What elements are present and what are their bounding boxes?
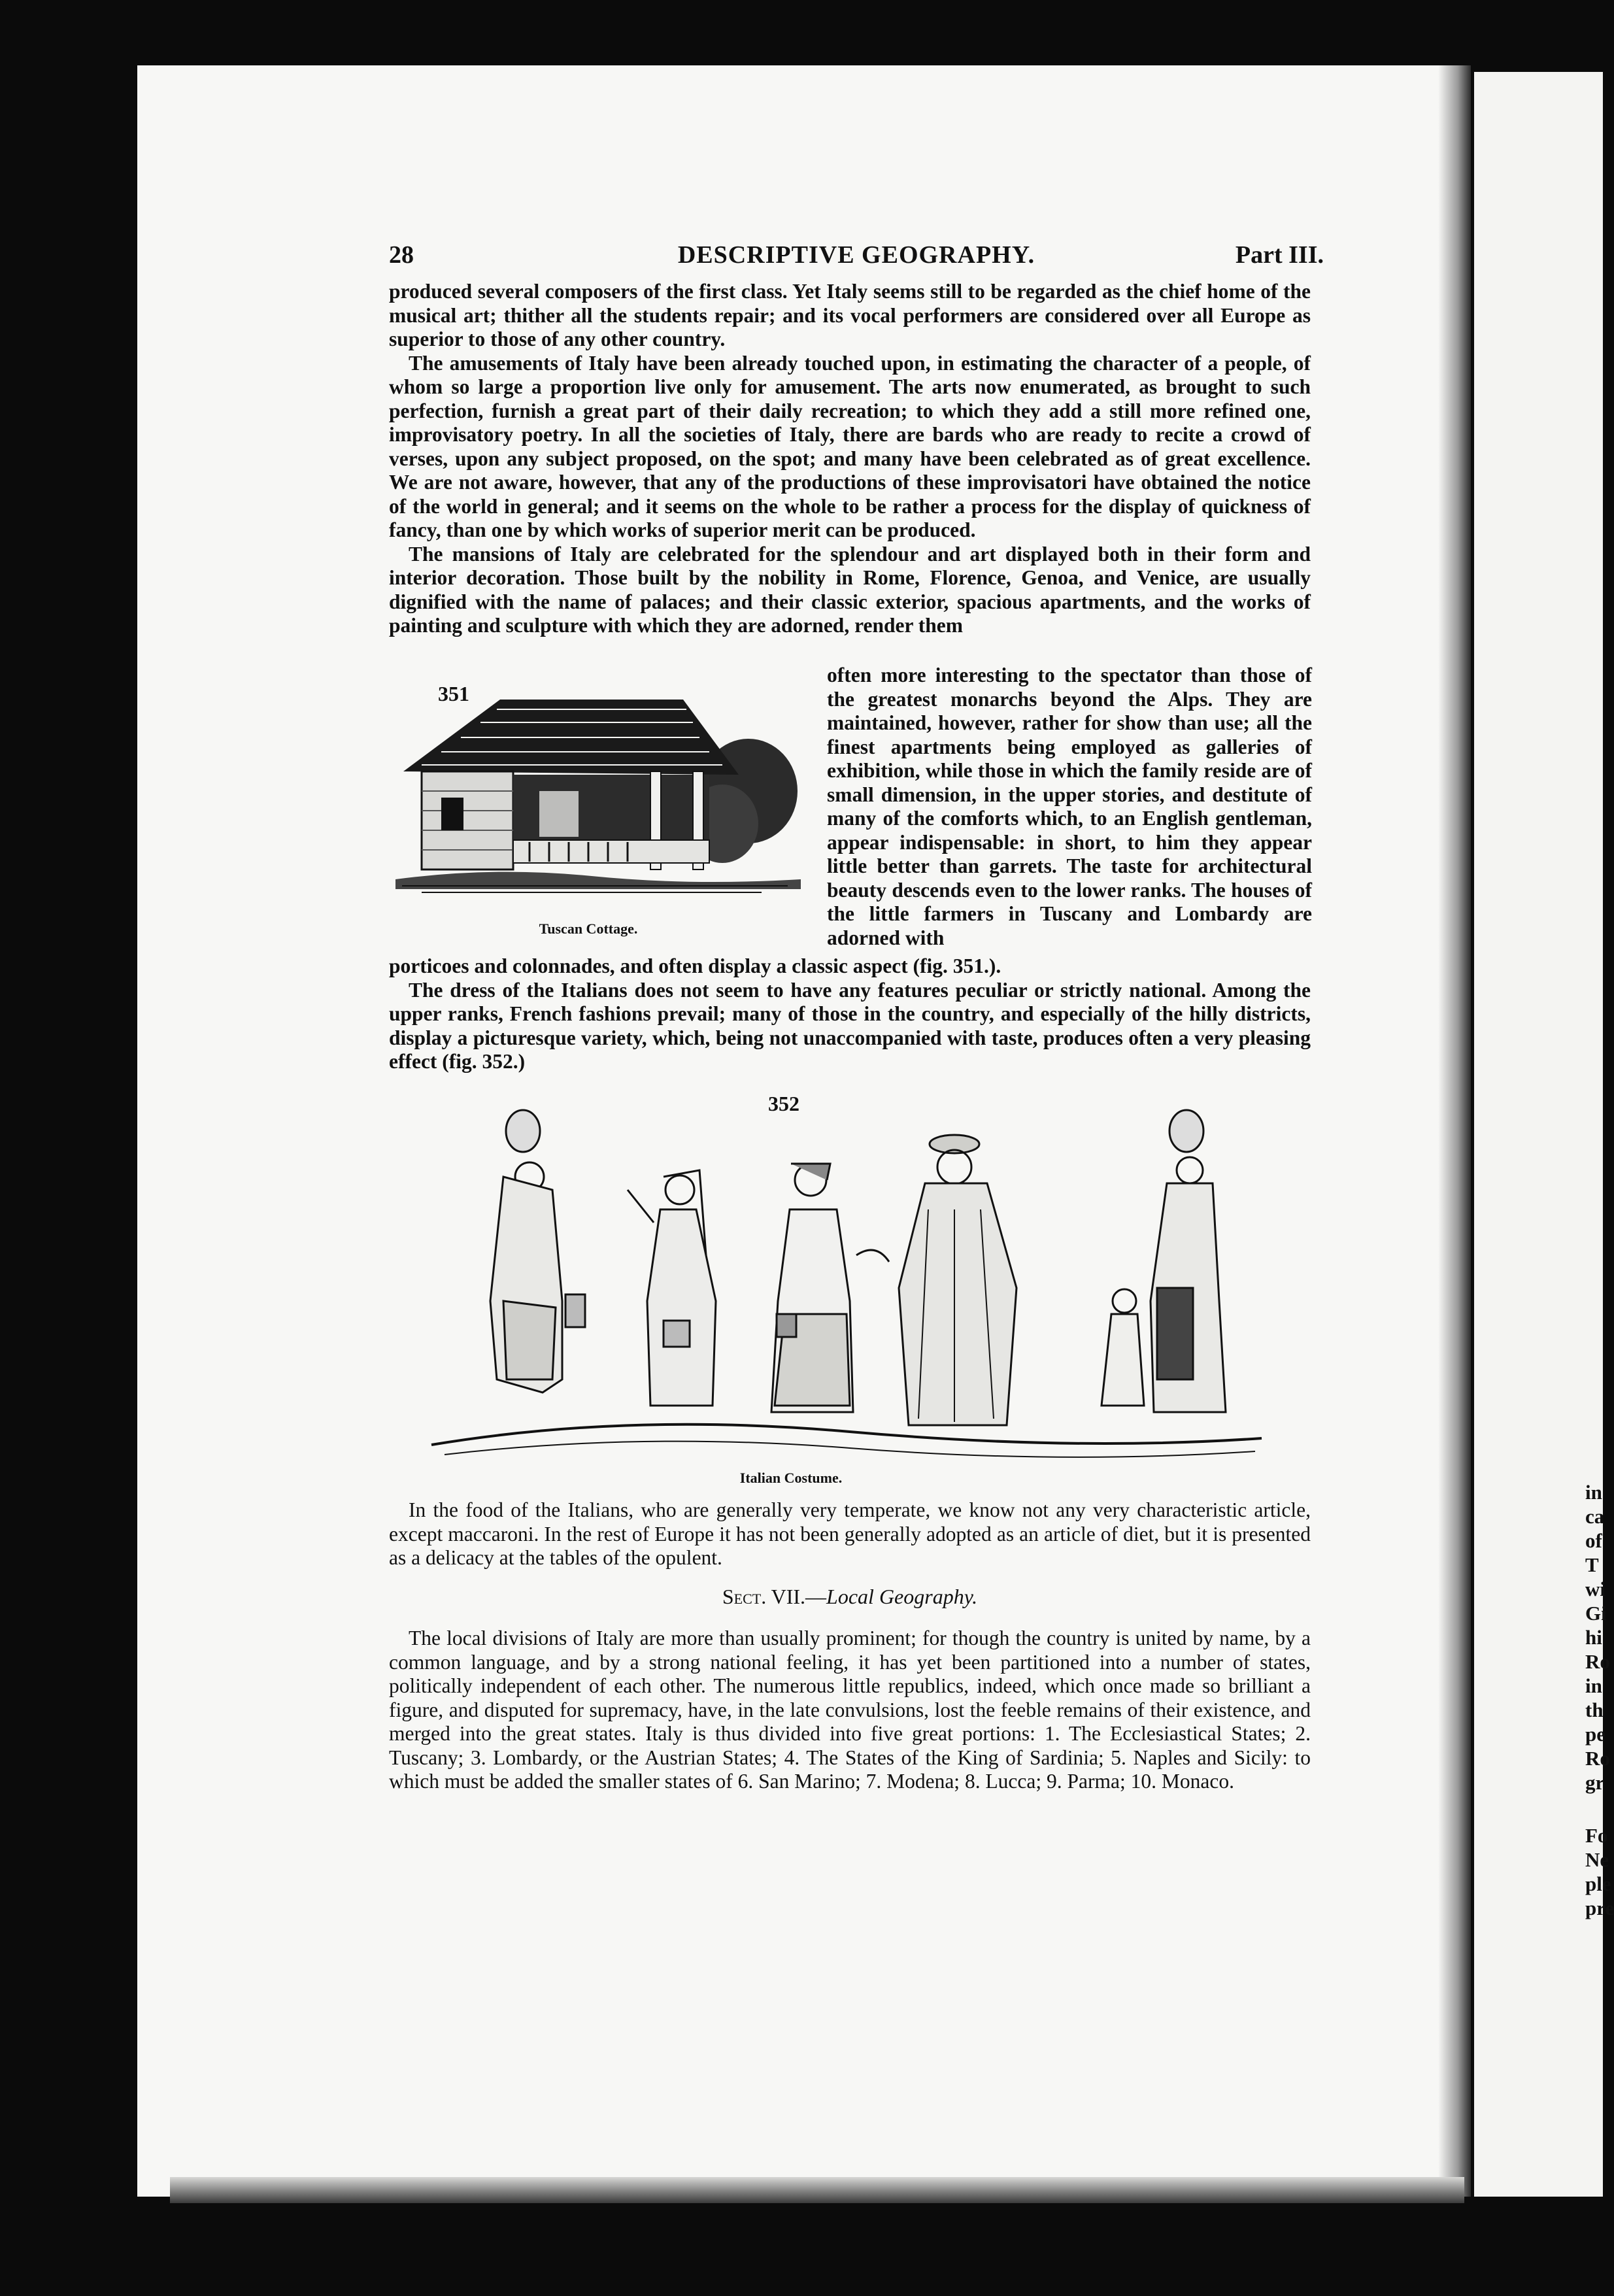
facing-fragment: Ro: [1585, 1747, 1610, 1770]
facing-page: [1474, 72, 1603, 2197]
page-bottom-edge: [170, 2177, 1464, 2203]
facing-fragment: of: [1585, 1529, 1602, 1552]
facing-fragment: ca: [1585, 1505, 1605, 1528]
figure-caption-352: Italian Costume.: [739, 1470, 843, 1486]
section-title: Local Geography.: [826, 1585, 978, 1608]
facing-fragment: T: [1585, 1553, 1599, 1576]
facing-fragment: th: [1585, 1698, 1604, 1721]
paragraph-dress: The dress of the Italians does not seem to have any features peculiar or strictly national. Among the upper ranks, French fashions prevail; many of those in the country, and especially of the hilly districts, display a picturesque variety, which, being not unaccompanied with taste, produces often a very pleasing effect (fig. 352.): [389, 978, 1311, 1073]
running-header: [389, 241, 1324, 273]
section-label: Sect. VII.: [722, 1585, 806, 1608]
italian-costume-illustration: [431, 1105, 1262, 1464]
facing-fragment: hi: [1585, 1626, 1602, 1649]
paragraph-local-divisions: The local divisions of Italy are more than usually prominent; for though the country is united by name, by a common language, and by a strong national feeling, it has yet been partitioned into a number of states, politically independent of each other. The numerous little republics, indeed, which once made so brilliant a figure, and disputed for supremacy, have, in the late convulsions, lost the feeble remains of their existence, and merged into the great states. Italy is thus divided into five great portions: 1. The Ecclesiastical States; 2. Tuscany; 3. Lombardy, or the Austrian States; 4. The States of the King of Sardinia; 5. Naples and Sicily: to which must be added the smaller states of 6. San Marino; 7. Modena; 8. Lucca; 9. Parma; 10. Monaco.: [389, 1627, 1311, 1793]
paragraph-mansions-end: porticoes and colonnades, and often display a classic aspect (fig. 351.).: [389, 954, 1001, 977]
body-text-local: [389, 1627, 1311, 1794]
facing-fragment: Ne: [1585, 1848, 1609, 1871]
facing-fragment: in: [1585, 1674, 1602, 1697]
section-heading: [389, 1585, 1311, 1609]
figure-number-352: 352: [768, 1092, 799, 1115]
facing-fragment: Ro: [1585, 1650, 1610, 1673]
paragraph-mansions: The mansions of Italy are celebrated for the splendour and art displayed both in their form and interior decoration. Those built by the nobility in Rome, Florence, Genoa, and Venice, are usually dignified with the name of palaces; and their classic exterior, spacious apartments, and the works of painting and sculpture with which they are adorned, render them: [389, 542, 1311, 637]
body-text-food: [389, 1498, 1311, 1570]
body-text-top: [389, 280, 1311, 638]
facing-fragment: gr: [1585, 1771, 1605, 1794]
paragraph-mansions-wrap: often more interesting to the spectator than those of the greatest monarchs beyond the Alps. They are maintained, however, rather for show than use; all the finest apartments being employed as galleries of exhibition, while those in which the family reside are of small dimension, in the upper stories, and destitute of many of the comforts which, to an English gentleman, appear indispensable: in short, to him they appear little better than garrets. The taste for architectural beauty descends even to the lower ranks. The houses of the little farmers in Tuscany and Lombardy are adorned with: [827, 664, 1312, 949]
body-text-middle: [389, 954, 1311, 1074]
section-dash: —: [805, 1585, 827, 1608]
paragraph-food: In the food of the Italians, who are generally very temperate, we know not any very characteristic article, except maccaroni. In the rest of Europe it has not been generally adopted as an article of diet, but it is presented as a delicacy at the tables of the opulent.: [389, 1498, 1311, 1569]
facing-fragment: Fo: [1585, 1824, 1608, 1847]
paragraph-amusements: The amusements of Italy have been already touched upon, in estimating the character of a people, of whom so large a proportion live only for amusement. The arts now enumerated, as brought to such perfection, furnish a great part of their daily recreation; to which they add a still more refined one, improvisatory poetry. In all the societies of Italy, there are bards who are ready to recite a crowd of verses, upon any subject proposed, on the spot; and many have been celebrated as of great excellence. We are not aware, however, that any of the productions of these improvisatori have obtained the notice of the world in general; and it seems on the whole to be rather a process for the display of quickness of fancy, than one by which works of superior merit can be produced.: [389, 351, 1311, 541]
running-title: DESCRIPTIVE GEOGRAPHY.: [677, 241, 1035, 269]
facing-fragment: wi: [1585, 1578, 1606, 1600]
figure-caption-351: Tuscan Cottage.: [539, 920, 638, 937]
page-number: 28: [389, 241, 414, 269]
tuscan-cottage-illustration: [395, 693, 801, 909]
facing-fragment: in: [1585, 1481, 1602, 1504]
page-gutter: [1438, 65, 1471, 2197]
paragraph-composers: produced several composers of the first class. Yet Italy seems still to be regarded as the chief home of the musical art; thither all the students repair; and its vocal performers are considered over all Europe as superior to those of any other country.: [389, 280, 1311, 350]
facing-fragment: pre: [1585, 1897, 1614, 1919]
facing-fragment: pe: [1585, 1723, 1606, 1746]
body-text-wrap: [827, 664, 1312, 950]
figure-number-351: 351: [438, 682, 469, 705]
facing-fragment: ple: [1585, 1872, 1611, 1895]
facing-fragment: Gi: [1585, 1602, 1607, 1625]
part-label: Part III.: [1235, 241, 1324, 269]
